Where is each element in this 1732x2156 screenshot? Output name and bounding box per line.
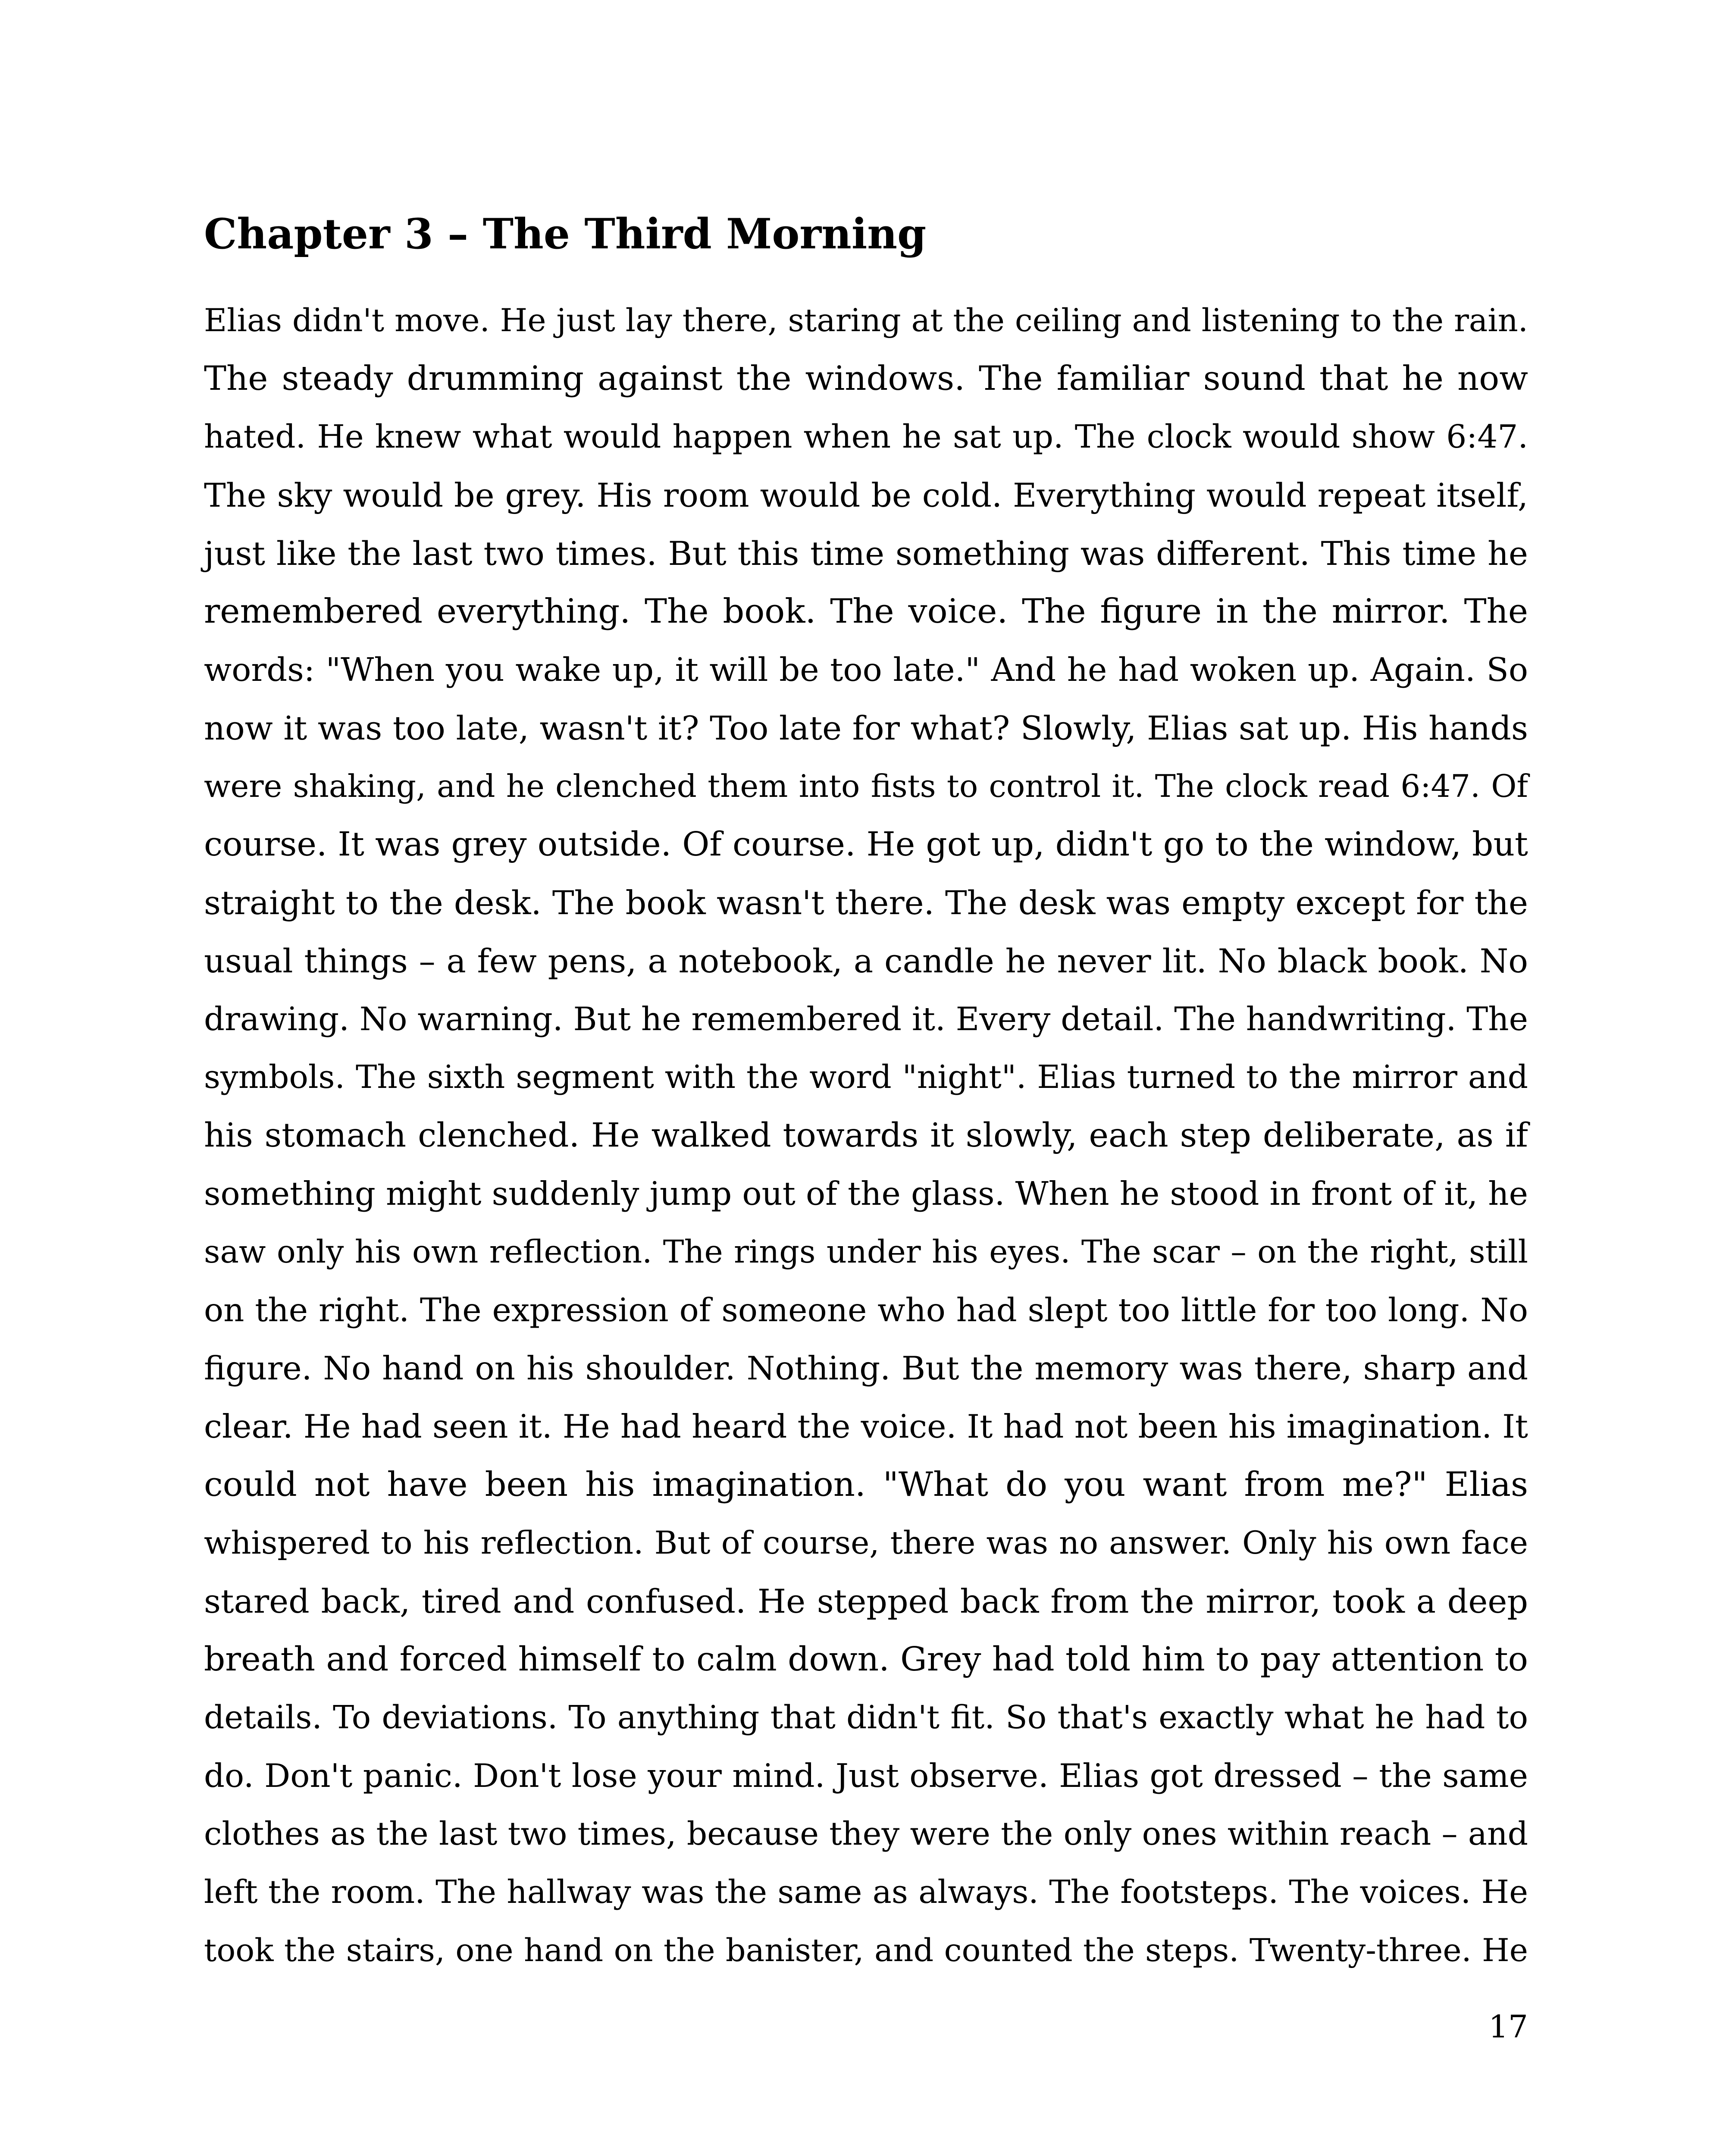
text-line: remembered everything. The book. The voice. The figure in the mirror. The (204, 592, 1528, 631)
text-line: clear. He had seen it. He had heard the voice. It had not been his imagination. It (204, 1407, 1528, 1445)
text-line: breath and forced himself to calm down. Grey had told him to pay attention to (204, 1640, 1528, 1679)
text-line: took the stairs, one hand on the banister, and counted the steps. Twenty-three. He (204, 1932, 1528, 1969)
text-line: words: "When you wake up, it will be too late." And he had woken up. Again. So (204, 651, 1528, 689)
text-line: symbols. The sixth segment with the word "night". Elias turned to the mirror and (204, 1059, 1528, 1096)
text-line: The steady drumming against the windows. The familiar sound that he now (204, 359, 1528, 398)
text-line: saw only his own reflection. The rings under his eyes. The scar – on the right, still (204, 1234, 1528, 1270)
text-line: straight to the desk. The book wasn't there. The desk was empty except for the (204, 884, 1528, 922)
text-line: course. It was grey outside. Of course. He got up, didn't go to the window, but (204, 825, 1528, 864)
text-line: The sky would be grey. His room would be cold. Everything would repeat itself, (204, 476, 1528, 514)
text-line: were shaking, and he clenched them into fists to control it. The clock read 6:47. Of (204, 768, 1528, 804)
page-number: 17 (1488, 2009, 1528, 2045)
text-line: Elias didn't move. He just lay there, staring at the ceiling and listening to the rain. (204, 302, 1528, 339)
body-text (204, 291, 1528, 1980)
text-line: just like the last two times. But this time something was different. This time he (204, 534, 1528, 573)
text-line: usual things – a few pens, a notebook, a candle he never lit. No black book. No (204, 942, 1528, 980)
text-line: hated. He knew what would happen when he sat up. The clock would show 6:47. (204, 418, 1528, 455)
text-line: now it was too late, wasn't it? Too late for what? Slowly, Elias sat up. His hands (204, 709, 1528, 747)
text-line: stared back, tired and confused. He stepped back from the mirror, took a deep (204, 1582, 1528, 1620)
text-line: left the room. The hallway was the same as always. The footsteps. The voices. He (204, 1874, 1528, 1911)
text-line: on the right. The expression of someone who had slept too little for too long. No (204, 1291, 1528, 1329)
text-line: whispered to his reflection. But of course, there was no answer. Only his own face (204, 1525, 1528, 1561)
text-line: his stomach clenched. He walked towards it slowly, each step deliberate, as if (204, 1116, 1528, 1155)
text-line: do. Don't panic. Don't lose your mind. Just observe. Elias got dressed – the same (204, 1757, 1528, 1795)
text-line: something might suddenly jump out of the glass. When he stood in front of it, he (204, 1175, 1528, 1213)
text-line: clothes as the last two times, because they were the only ones within reach – and (204, 1815, 1528, 1852)
chapter-title: Chapter 3 – The Third Morning (204, 210, 927, 258)
text-line: details. To deviations. To anything that didn't fit. So that's exactly what he had to (204, 1699, 1528, 1736)
text-line: figure. No hand on his shoulder. Nothing. But the memory was there, sharp and (204, 1349, 1528, 1387)
text-line: drawing. No warning. But he remembered it. Every detail. The handwriting. The (204, 1000, 1528, 1038)
text-line: could not have been his imagination. "What do you want from me?" Elias (204, 1465, 1528, 1504)
